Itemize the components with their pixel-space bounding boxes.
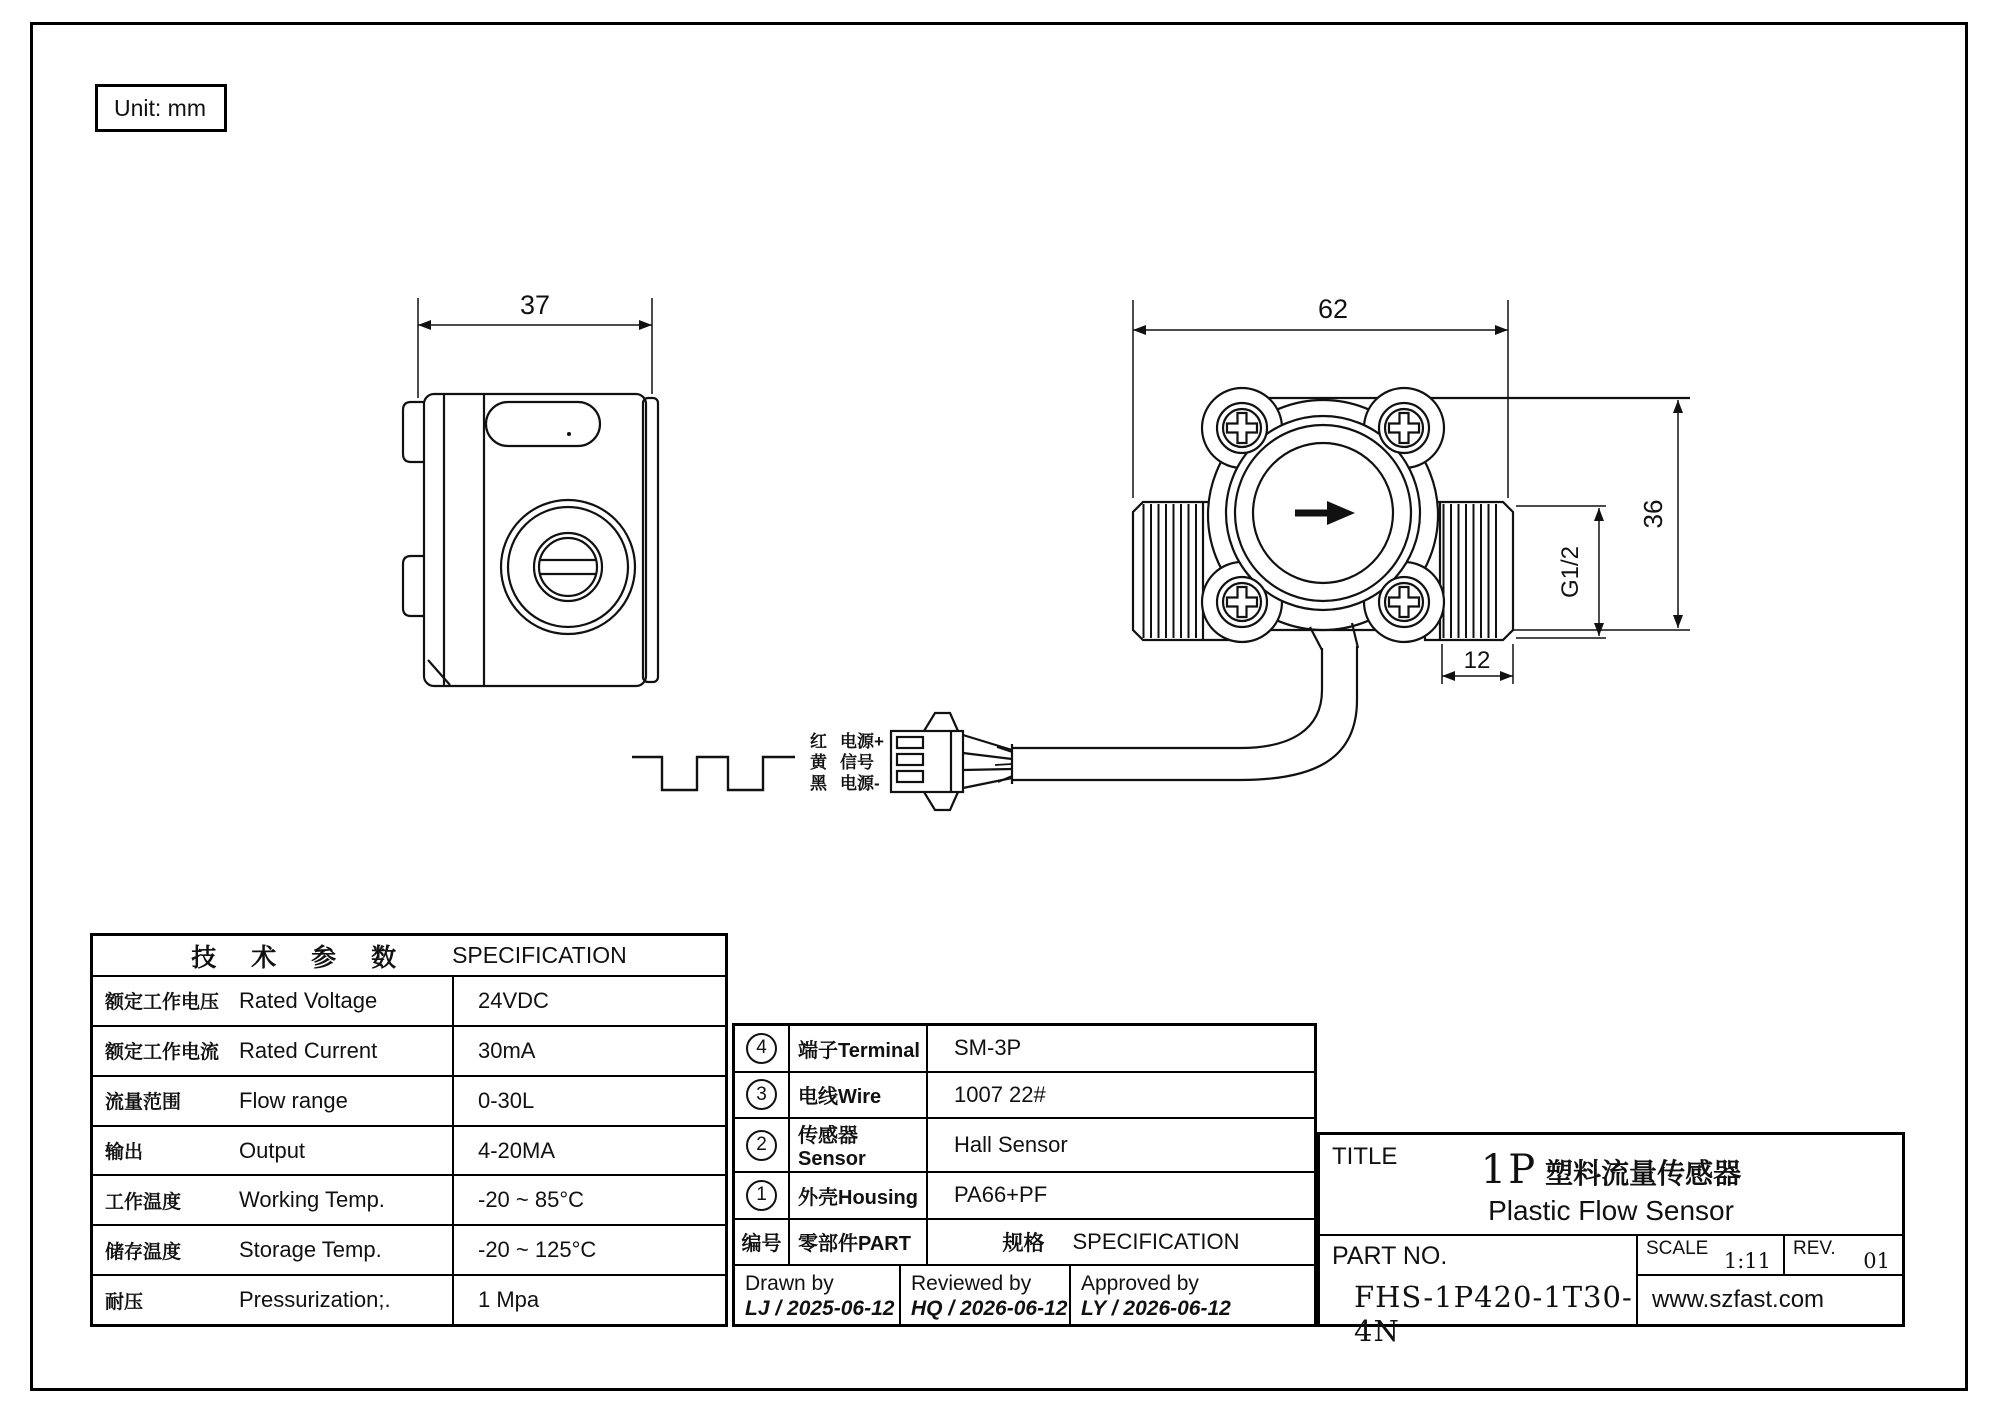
title-block xyxy=(1317,1132,1905,1348)
rev-value: 01 xyxy=(1863,1249,1890,1273)
spec-row-cn: 输出 xyxy=(105,1142,144,1163)
spec-title-en: SPECIFICATION xyxy=(452,942,627,968)
connector-drawing xyxy=(891,713,1012,810)
wire-signal-labels xyxy=(840,731,884,794)
scale-value: 1:11 xyxy=(1723,1249,1771,1273)
part-name: 电线Wire xyxy=(790,1073,928,1118)
drawn-by-cell xyxy=(735,1266,901,1324)
wire-color-black: 黑 xyxy=(810,774,827,793)
spec-row-value: -20 ~ 125°C xyxy=(478,1237,597,1263)
spec-title-cn: 技 术 参 数 xyxy=(191,943,411,972)
parts-header-spec-en: SPECIFICATION xyxy=(1072,1228,1240,1254)
table-row xyxy=(93,1075,725,1125)
rev-cell xyxy=(1785,1236,1902,1274)
spec-row-value: 24VDC xyxy=(478,987,549,1013)
spec-row-value: 4-20MA xyxy=(478,1137,556,1163)
part-name: 外壳Housing xyxy=(790,1173,928,1218)
dim-62-label: 62 xyxy=(1317,294,1349,324)
part-spec: 1007 22# xyxy=(954,1081,1046,1107)
spec-row-cn: 工作温度 xyxy=(105,1191,182,1213)
product-name-cn: 塑料流量传感器 xyxy=(1545,1158,1742,1189)
spec-row-value: 1 Mpa xyxy=(478,1287,540,1313)
spec-row-cn: 流量范围 xyxy=(105,1092,182,1114)
parts-header-spec-cn: 规格 xyxy=(1002,1231,1045,1255)
spec-row-en: Rated Current xyxy=(239,1037,378,1063)
spec-row-en: Pressurization;. xyxy=(239,1287,391,1313)
scale-label: SCALE xyxy=(1646,1238,1709,1259)
drawn-by-value: LJ / 2025-06-12 xyxy=(745,1297,895,1321)
spec-row-en: Rated Voltage xyxy=(239,987,378,1013)
part-name: 端子Terminal xyxy=(790,1026,928,1071)
screw-top-left xyxy=(1217,403,1267,453)
pulse-waveform xyxy=(632,757,795,790)
part-no-value: FHS-1P420-1T30-4N xyxy=(1354,1280,1633,1348)
table-row xyxy=(93,1025,725,1075)
front-view-drawing xyxy=(995,294,1690,784)
side-view-drawing xyxy=(403,290,658,686)
table-row xyxy=(735,1026,1314,1073)
table-row xyxy=(93,1125,725,1175)
dim-g12-label: G1/2 xyxy=(1557,545,1584,599)
cable-drawing xyxy=(995,623,1358,784)
wire-color-yellow: 黄 xyxy=(810,753,827,772)
product-name-en: Plastic Flow Sensor xyxy=(1488,1195,1734,1226)
approved-by-cell xyxy=(1071,1266,1314,1324)
part-spec: SM-3P xyxy=(954,1035,1022,1061)
wire-color-red: 红 xyxy=(810,732,827,751)
dim-36-label: 36 xyxy=(1638,499,1668,529)
approved-by-value: LY / 2026-06-12 xyxy=(1081,1297,1231,1321)
dim-37-label: 37 xyxy=(519,290,551,320)
approvals-row xyxy=(735,1266,1314,1324)
part-number-badge: 2 xyxy=(746,1130,777,1161)
spec-row-cn: 额定工作电流 xyxy=(105,1042,220,1064)
parts-table-header-row xyxy=(735,1220,1314,1267)
reviewed-by-label: Reviewed by xyxy=(911,1272,1032,1295)
spec-row-en: Output xyxy=(239,1137,306,1163)
part-number-badge: 4 xyxy=(746,1033,777,1064)
spec-row-cn: 额定工作电压 xyxy=(105,992,220,1014)
spec-table-header xyxy=(93,936,725,975)
wire-signal-power-plus: 电源+ xyxy=(840,732,884,751)
part-name: 传感器 Sensor xyxy=(790,1119,928,1171)
part-number-badge: 1 xyxy=(746,1180,777,1211)
spec-row-en: Working Temp. xyxy=(239,1187,385,1213)
screw-top-right xyxy=(1379,403,1429,453)
table-row xyxy=(93,975,725,1025)
reviewed-by-cell xyxy=(901,1266,1071,1324)
spec-row-value: 0-30L xyxy=(478,1087,535,1113)
part-spec: PA66+PF xyxy=(954,1182,1048,1208)
spec-row-value: 30mA xyxy=(478,1037,536,1063)
reviewed-by-value: HQ / 2026-06-12 xyxy=(911,1297,1068,1321)
dim-12-label: 12 xyxy=(1463,647,1491,674)
approved-by-label: Approved by xyxy=(1081,1272,1199,1295)
unit-label: Unit: mm xyxy=(114,94,206,121)
parts-table xyxy=(732,1023,1317,1327)
spec-row-cn: 储存温度 xyxy=(105,1241,182,1263)
website: www.szfast.com xyxy=(1652,1286,1825,1313)
scale-cell xyxy=(1638,1236,1785,1274)
spec-row-en: Storage Temp. xyxy=(239,1237,382,1263)
part-spec: Hall Sensor xyxy=(954,1132,1068,1157)
table-row xyxy=(735,1073,1314,1120)
table-row xyxy=(93,1274,725,1324)
product-code: 1P xyxy=(1480,1147,1538,1193)
spec-row-value: -20 ~ 85°C xyxy=(478,1187,585,1213)
wire-signal-power-minus: 电源- xyxy=(840,774,880,793)
part-number-badge: 3 xyxy=(746,1079,777,1110)
product-title xyxy=(1320,1147,1902,1193)
parts-header-num: 编号 xyxy=(735,1220,790,1265)
screw-bottom-right xyxy=(1379,577,1429,627)
title-label: TITLE xyxy=(1332,1143,1398,1170)
part-no-cell xyxy=(1320,1236,1638,1348)
spec-row-cn: 耐压 xyxy=(105,1291,144,1313)
table-row xyxy=(93,1174,725,1224)
screw-bottom-left xyxy=(1217,577,1267,627)
rev-label: REV. xyxy=(1793,1238,1836,1259)
spec-table xyxy=(90,933,728,1327)
part-no-label: PART NO. xyxy=(1332,1242,1448,1270)
table-row xyxy=(93,1224,725,1274)
spec-row-en: Flow range xyxy=(239,1087,348,1113)
wire-color-labels xyxy=(810,731,827,794)
wire-signal-signal: 信号 xyxy=(840,753,874,772)
table-row xyxy=(735,1173,1314,1220)
table-row xyxy=(735,1119,1314,1173)
drawn-by-label: Drawn by xyxy=(745,1272,834,1295)
title-row xyxy=(1320,1135,1902,1236)
parts-header-name: 零部件PART xyxy=(790,1220,928,1265)
